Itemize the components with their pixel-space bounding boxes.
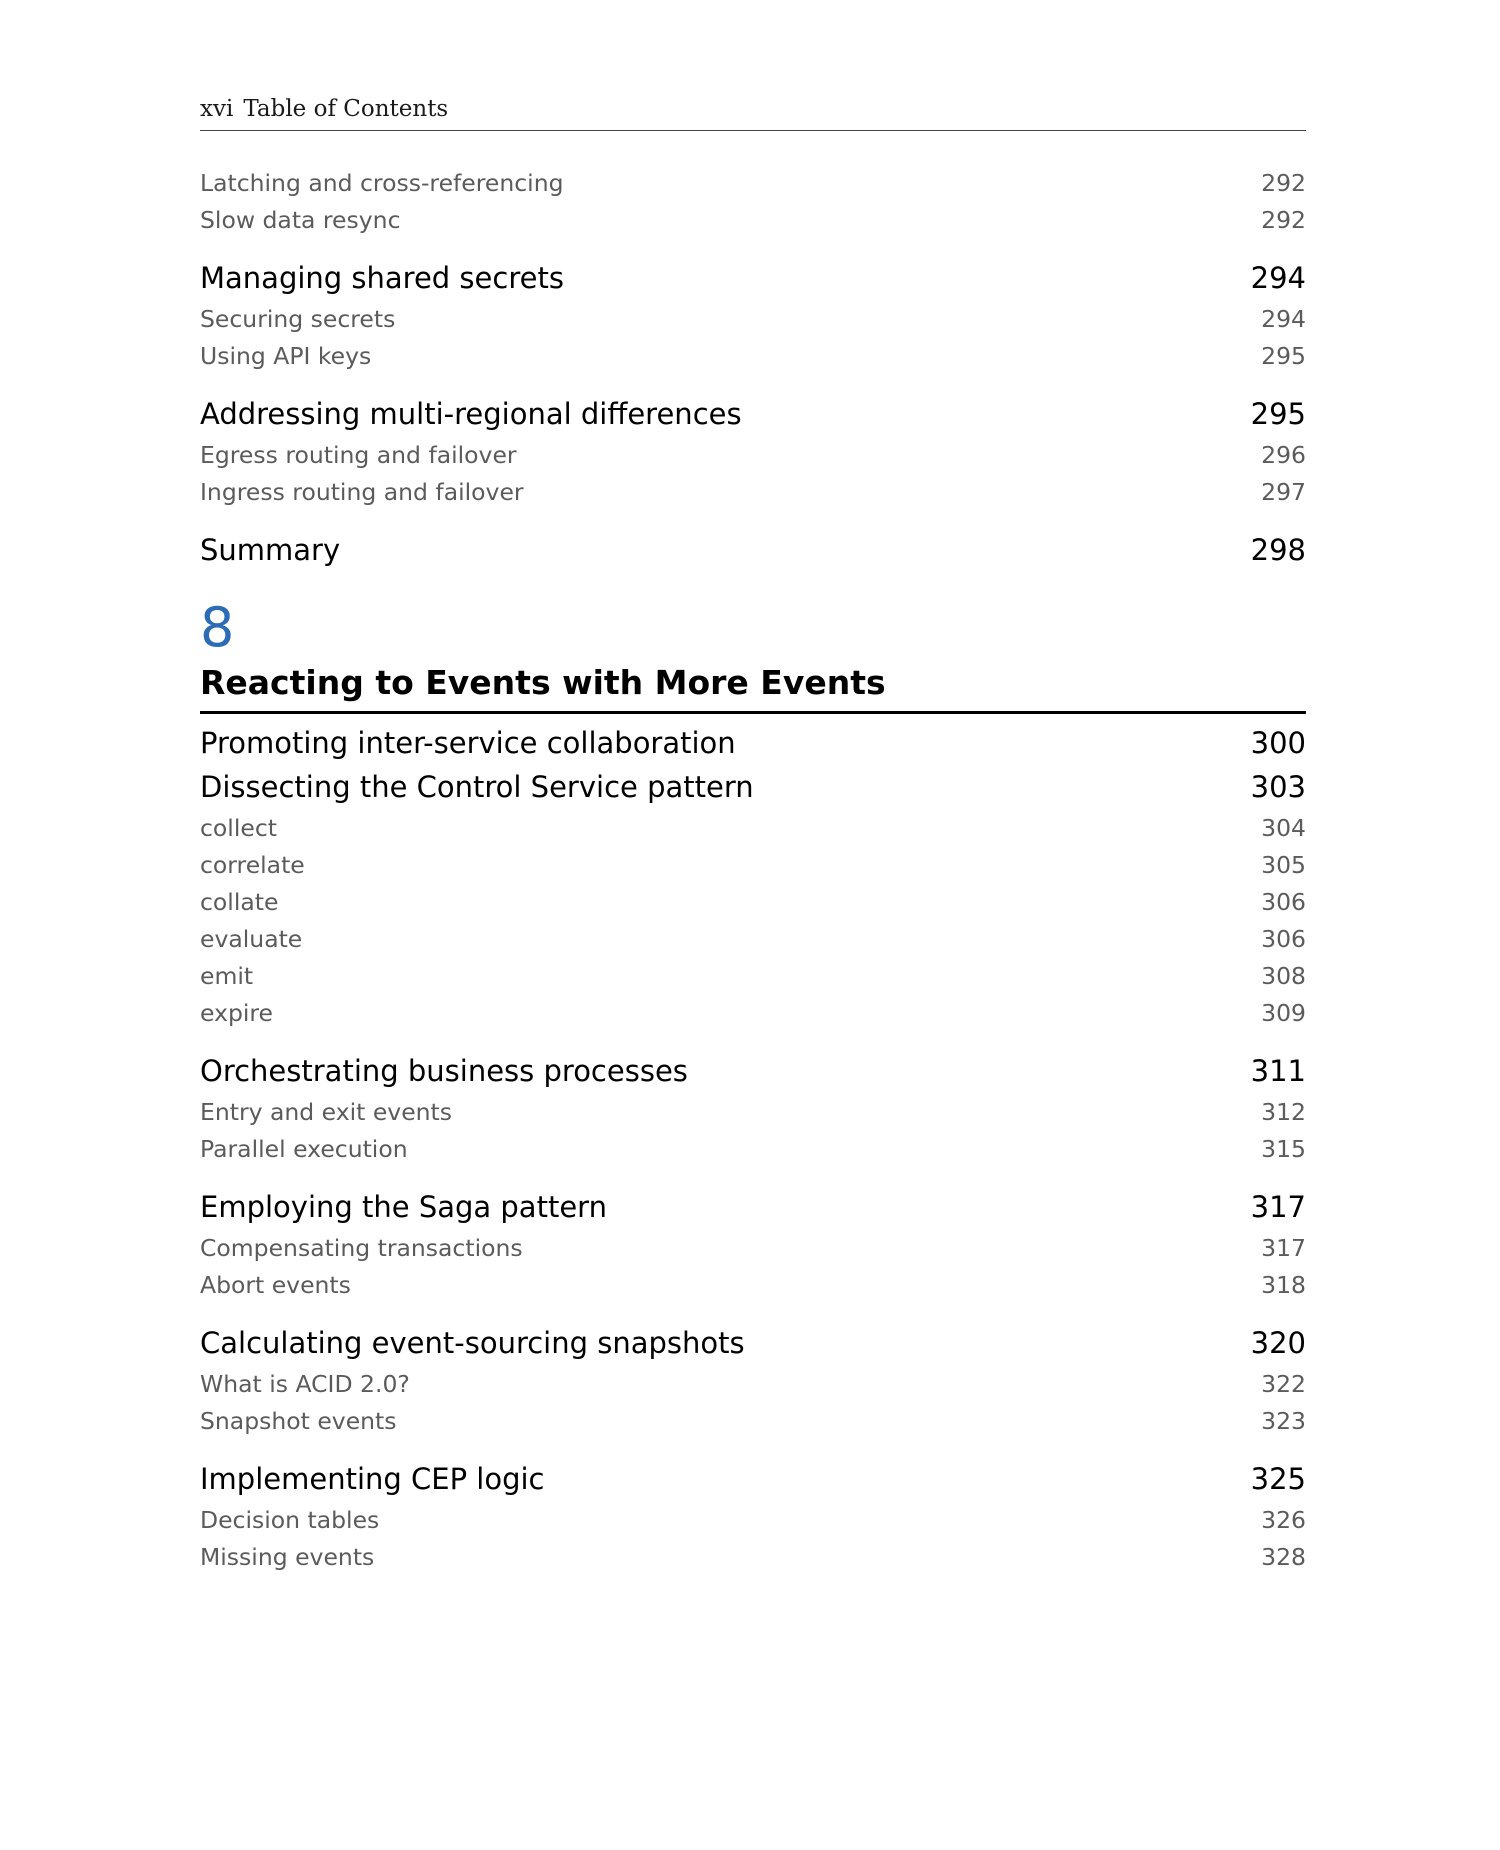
toc-page-number: 306 <box>1261 925 1306 953</box>
toc-page-number: 295 <box>1261 342 1306 370</box>
toc-section-entry[interactable] <box>200 395 1306 433</box>
toc-page-number: 309 <box>1261 999 1306 1027</box>
toc-subentry[interactable] <box>200 995 1306 1032</box>
running-title: Table of Contents <box>243 96 449 122</box>
toc-subentry[interactable] <box>200 1502 1306 1539</box>
toc-entry-label: Abort events <box>200 1271 351 1299</box>
toc-entry-label: collect <box>200 814 277 842</box>
toc-subentry[interactable] <box>200 437 1306 474</box>
toc-page-number: 318 <box>1261 1271 1306 1299</box>
toc-page-number: 304 <box>1261 814 1306 842</box>
toc-section-entry[interactable] <box>200 1188 1306 1226</box>
toc-section-entry[interactable] <box>200 1052 1306 1090</box>
toc-page-number: 306 <box>1261 888 1306 916</box>
page-folio: xvi <box>200 96 234 122</box>
toc-entry-label: Addressing multi-regional differences <box>200 397 742 431</box>
toc-section-entry[interactable] <box>200 724 1306 762</box>
toc-entry-label: Securing secrets <box>200 305 396 333</box>
toc-page-number: 308 <box>1261 962 1306 990</box>
toc-subentry[interactable] <box>200 1403 1306 1440</box>
toc-page-number: 300 <box>1250 726 1306 760</box>
running-header <box>200 96 1306 131</box>
toc-entry-label: What is ACID 2.0? <box>200 1370 410 1398</box>
toc-subentry[interactable] <box>200 810 1306 847</box>
toc-page-number: 295 <box>1250 397 1306 431</box>
toc-page-number: 325 <box>1250 1462 1306 1496</box>
toc-subentry[interactable] <box>200 301 1306 338</box>
toc-entry-label: Missing events <box>200 1543 375 1571</box>
toc-page-number: 294 <box>1261 305 1306 333</box>
toc-page-number: 292 <box>1261 169 1306 197</box>
toc-subentry[interactable] <box>200 338 1306 375</box>
toc-subentry[interactable] <box>200 921 1306 958</box>
toc-section-entry[interactable] <box>200 531 1306 569</box>
toc-page-number: 317 <box>1250 1190 1306 1224</box>
toc-section-entry[interactable] <box>200 259 1306 297</box>
toc-section-entry[interactable] <box>200 1324 1306 1362</box>
toc-entry-label: Promoting inter-service collaboration <box>200 726 736 760</box>
toc-page-number: 294 <box>1250 261 1306 295</box>
toc-entry-label: Dissecting the Control Service pattern <box>200 770 754 804</box>
toc-page-number: 303 <box>1250 770 1306 804</box>
toc-entry-label: Employing the Saga pattern <box>200 1190 607 1224</box>
toc-entry-label: Entry and exit events <box>200 1098 453 1126</box>
toc-page-number: 322 <box>1261 1370 1306 1398</box>
toc-entry-label: Summary <box>200 533 341 567</box>
toc-page-number: 323 <box>1261 1407 1306 1435</box>
toc-subentry[interactable] <box>200 1539 1306 1576</box>
toc-subentry[interactable] <box>200 1131 1306 1168</box>
chapter-title[interactable]: Reacting to Events with More Events <box>200 661 1306 714</box>
toc-page-number: 311 <box>1250 1054 1306 1088</box>
toc-entry-label: Snapshot events <box>200 1407 397 1435</box>
toc-subentry[interactable] <box>200 1366 1306 1403</box>
toc-entry-label: Decision tables <box>200 1506 380 1534</box>
toc-page-number: 298 <box>1250 533 1306 567</box>
toc-subentry[interactable] <box>200 884 1306 921</box>
toc-continued-block <box>200 165 1306 569</box>
toc-page-number: 317 <box>1261 1234 1306 1262</box>
toc-section-entry[interactable] <box>200 768 1306 806</box>
toc-entry-label: Calculating event-sourcing snapshots <box>200 1326 745 1360</box>
toc-subentry[interactable] <box>200 202 1306 239</box>
toc-entry-label: collate <box>200 888 279 916</box>
toc-page-number: 292 <box>1261 206 1306 234</box>
toc-section-entry[interactable] <box>200 1460 1306 1498</box>
chapter-block <box>200 597 1306 1576</box>
toc-entry-label: Compensating transactions <box>200 1234 523 1262</box>
toc-page-number: 297 <box>1261 478 1306 506</box>
toc-entry-label: Ingress routing and failover <box>200 478 524 506</box>
toc-entry-label: Slow data resync <box>200 206 401 234</box>
toc-entry-label: correlate <box>200 851 305 879</box>
toc-page-number: 296 <box>1261 441 1306 469</box>
toc-page-number: 320 <box>1250 1326 1306 1360</box>
toc-entry-label: Latching and cross-referencing <box>200 169 564 197</box>
toc-entry-label: evaluate <box>200 925 303 953</box>
toc-page <box>200 96 1306 1576</box>
toc-subentry[interactable] <box>200 165 1306 202</box>
toc-page-number: 315 <box>1261 1135 1306 1163</box>
toc-subentry[interactable] <box>200 1094 1306 1131</box>
toc-subentry[interactable] <box>200 474 1306 511</box>
toc-entry-label: Managing shared secrets <box>200 261 564 295</box>
toc-page-number: 328 <box>1261 1543 1306 1571</box>
toc-entry-label: emit <box>200 962 254 990</box>
toc-subentry[interactable] <box>200 958 1306 995</box>
toc-page-number: 312 <box>1261 1098 1306 1126</box>
toc-page-number: 326 <box>1261 1506 1306 1534</box>
toc-subentry[interactable] <box>200 1267 1306 1304</box>
toc-entry-label: Egress routing and failover <box>200 441 517 469</box>
toc-page-number: 305 <box>1261 851 1306 879</box>
chapter-number: 8 <box>200 596 235 659</box>
toc-entry-label: Orchestrating business processes <box>200 1054 688 1088</box>
toc-subentry[interactable] <box>200 1230 1306 1267</box>
toc-entry-label: Parallel execution <box>200 1135 408 1163</box>
toc-entry-label: Implementing CEP logic <box>200 1462 545 1496</box>
toc-subentry[interactable] <box>200 847 1306 884</box>
toc-entry-label: Using API keys <box>200 342 372 370</box>
toc-entry-label: expire <box>200 999 274 1027</box>
